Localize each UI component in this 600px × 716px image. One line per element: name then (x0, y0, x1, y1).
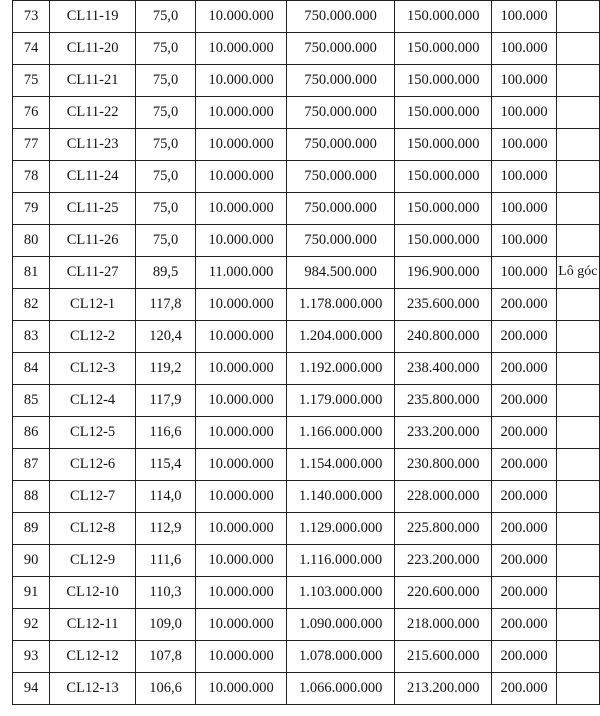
table-row (13, 193, 600, 225)
deposit-cell: 228.000.000 (395, 481, 492, 513)
deposit-cell: 150.000.000 (395, 1, 492, 33)
unit-price-cell: 10.000.000 (196, 321, 287, 353)
area-cell: 75,0 (136, 97, 196, 129)
fee-cell: 200.000 (492, 577, 556, 609)
deposit-cell: 235.800.000 (395, 385, 492, 417)
fee-cell: 200.000 (492, 321, 556, 353)
row-number-cell: 91 (13, 577, 50, 609)
fee-cell: 100.000 (492, 1, 556, 33)
table-row (13, 321, 600, 353)
lot-code-cell: CL11-21 (50, 65, 136, 97)
table-row (13, 1, 600, 33)
row-number-cell: 92 (13, 609, 50, 641)
unit-price-cell: 10.000.000 (196, 513, 287, 545)
area-cell: 115,4 (136, 449, 196, 481)
lot-code-cell: CL12-12 (50, 641, 136, 673)
deposit-cell: 223.200.000 (395, 545, 492, 577)
lot-code-cell: CL12-3 (50, 353, 136, 385)
deposit-cell: 230.800.000 (395, 449, 492, 481)
deposit-cell: 213.200.000 (395, 673, 492, 705)
fee-cell: 200.000 (492, 673, 556, 705)
total-price-cell: 750.000.000 (287, 97, 395, 129)
row-number-cell: 80 (13, 225, 50, 257)
lot-price-table (12, 0, 600, 705)
fee-cell: 200.000 (492, 481, 556, 513)
area-cell: 75,0 (136, 65, 196, 97)
area-cell: 116,6 (136, 417, 196, 449)
note-cell (556, 385, 599, 417)
area-cell: 75,0 (136, 1, 196, 33)
total-price-cell: 750.000.000 (287, 65, 395, 97)
note-cell (556, 577, 599, 609)
lot-code-cell: CL12-2 (50, 321, 136, 353)
row-number-cell: 74 (13, 33, 50, 65)
table-row (13, 577, 600, 609)
fee-cell: 100.000 (492, 97, 556, 129)
fee-cell: 200.000 (492, 353, 556, 385)
note-cell (556, 545, 599, 577)
fee-cell: 100.000 (492, 161, 556, 193)
area-cell: 112,9 (136, 513, 196, 545)
total-price-cell: 750.000.000 (287, 1, 395, 33)
row-number-cell: 86 (13, 417, 50, 449)
total-price-cell: 1.129.000.000 (287, 513, 395, 545)
total-price-cell: 750.000.000 (287, 33, 395, 65)
unit-price-cell: 10.000.000 (196, 673, 287, 705)
area-cell: 107,8 (136, 641, 196, 673)
lot-code-cell: CL12-8 (50, 513, 136, 545)
deposit-cell: 218.000.000 (395, 609, 492, 641)
fee-cell: 200.000 (492, 641, 556, 673)
unit-price-cell: 10.000.000 (196, 65, 287, 97)
lot-code-cell: CL12-11 (50, 609, 136, 641)
area-cell: 75,0 (136, 225, 196, 257)
table-row (13, 609, 600, 641)
deposit-cell: 150.000.000 (395, 193, 492, 225)
table-row (13, 289, 600, 321)
note-cell (556, 1, 599, 33)
lot-code-cell: CL12-6 (50, 449, 136, 481)
area-cell: 120,4 (136, 321, 196, 353)
note-cell (556, 289, 599, 321)
table-row (13, 449, 600, 481)
deposit-cell: 240.800.000 (395, 321, 492, 353)
note-cell (556, 417, 599, 449)
total-price-cell: 1.166.000.000 (287, 417, 395, 449)
area-cell: 119,2 (136, 353, 196, 385)
deposit-cell: 150.000.000 (395, 161, 492, 193)
total-price-cell: 1.116.000.000 (287, 545, 395, 577)
total-price-cell: 984.500.000 (287, 257, 395, 289)
lot-price-table-container (12, 0, 600, 705)
lot-code-cell: CL11-23 (50, 129, 136, 161)
total-price-cell: 750.000.000 (287, 193, 395, 225)
table-row (13, 225, 600, 257)
table-row (13, 65, 600, 97)
total-price-cell: 1.178.000.000 (287, 289, 395, 321)
total-price-cell: 1.140.000.000 (287, 481, 395, 513)
lot-code-cell: CL12-10 (50, 577, 136, 609)
lot-code-cell: CL12-13 (50, 673, 136, 705)
note-cell (556, 65, 599, 97)
row-number-cell: 76 (13, 97, 50, 129)
fee-cell: 200.000 (492, 449, 556, 481)
total-price-cell: 1.192.000.000 (287, 353, 395, 385)
fee-cell: 100.000 (492, 129, 556, 161)
table-row (13, 353, 600, 385)
lot-code-cell: CL12-9 (50, 545, 136, 577)
unit-price-cell: 10.000.000 (196, 225, 287, 257)
area-cell: 111,6 (136, 545, 196, 577)
lot-code-cell: CL11-20 (50, 33, 136, 65)
note-cell (556, 641, 599, 673)
unit-price-cell: 10.000.000 (196, 193, 287, 225)
unit-price-cell: 10.000.000 (196, 1, 287, 33)
row-number-cell: 83 (13, 321, 50, 353)
table-row (13, 481, 600, 513)
area-cell: 114,0 (136, 481, 196, 513)
table-row (13, 161, 600, 193)
row-number-cell: 89 (13, 513, 50, 545)
unit-price-cell: 10.000.000 (196, 33, 287, 65)
unit-price-cell: 10.000.000 (196, 481, 287, 513)
area-cell: 89,5 (136, 257, 196, 289)
unit-price-cell: 10.000.000 (196, 545, 287, 577)
note-cell (556, 193, 599, 225)
row-number-cell: 79 (13, 193, 50, 225)
note-cell (556, 353, 599, 385)
fee-cell: 200.000 (492, 417, 556, 449)
unit-price-cell: 10.000.000 (196, 129, 287, 161)
deposit-cell: 220.600.000 (395, 577, 492, 609)
note-cell: Lô góc (556, 257, 599, 289)
row-number-cell: 87 (13, 449, 50, 481)
unit-price-cell: 10.000.000 (196, 449, 287, 481)
deposit-cell: 150.000.000 (395, 97, 492, 129)
table-row (13, 417, 600, 449)
unit-price-cell: 10.000.000 (196, 353, 287, 385)
lot-code-cell: CL11-22 (50, 97, 136, 129)
total-price-cell: 750.000.000 (287, 225, 395, 257)
fee-cell: 200.000 (492, 545, 556, 577)
unit-price-cell: 10.000.000 (196, 161, 287, 193)
table-body (13, 1, 600, 705)
unit-price-cell: 10.000.000 (196, 97, 287, 129)
note-cell (556, 129, 599, 161)
note-cell (556, 225, 599, 257)
row-number-cell: 94 (13, 673, 50, 705)
total-price-cell: 1.103.000.000 (287, 577, 395, 609)
table-row (13, 257, 600, 289)
lot-code-cell: CL11-24 (50, 161, 136, 193)
total-price-cell: 750.000.000 (287, 129, 395, 161)
table-row (13, 641, 600, 673)
total-price-cell: 1.090.000.000 (287, 609, 395, 641)
fee-cell: 100.000 (492, 193, 556, 225)
area-cell: 109,0 (136, 609, 196, 641)
deposit-cell: 238.400.000 (395, 353, 492, 385)
deposit-cell: 150.000.000 (395, 129, 492, 161)
table-row (13, 385, 600, 417)
row-number-cell: 84 (13, 353, 50, 385)
total-price-cell: 1.154.000.000 (287, 449, 395, 481)
note-cell (556, 449, 599, 481)
fee-cell: 100.000 (492, 33, 556, 65)
table-row (13, 673, 600, 705)
deposit-cell: 150.000.000 (395, 33, 492, 65)
note-cell (556, 33, 599, 65)
unit-price-cell: 10.000.000 (196, 577, 287, 609)
deposit-cell: 235.600.000 (395, 289, 492, 321)
area-cell: 117,8 (136, 289, 196, 321)
unit-price-cell: 10.000.000 (196, 641, 287, 673)
row-number-cell: 78 (13, 161, 50, 193)
lot-code-cell: CL12-5 (50, 417, 136, 449)
unit-price-cell: 10.000.000 (196, 609, 287, 641)
area-cell: 75,0 (136, 193, 196, 225)
fee-cell: 200.000 (492, 385, 556, 417)
deposit-cell: 215.600.000 (395, 641, 492, 673)
note-cell (556, 673, 599, 705)
total-price-cell: 1.066.000.000 (287, 673, 395, 705)
lot-code-cell: CL11-27 (50, 257, 136, 289)
row-number-cell: 77 (13, 129, 50, 161)
total-price-cell: 1.078.000.000 (287, 641, 395, 673)
area-cell: 110,3 (136, 577, 196, 609)
table-row (13, 545, 600, 577)
lot-code-cell: CL12-1 (50, 289, 136, 321)
deposit-cell: 233.200.000 (395, 417, 492, 449)
table-row (13, 33, 600, 65)
row-number-cell: 81 (13, 257, 50, 289)
fee-cell: 100.000 (492, 65, 556, 97)
lot-code-cell: CL11-25 (50, 193, 136, 225)
deposit-cell: 225.800.000 (395, 513, 492, 545)
note-cell (556, 97, 599, 129)
lot-code-cell: CL12-7 (50, 481, 136, 513)
row-number-cell: 93 (13, 641, 50, 673)
unit-price-cell: 10.000.000 (196, 417, 287, 449)
note-cell (556, 321, 599, 353)
deposit-cell: 150.000.000 (395, 225, 492, 257)
unit-price-cell: 10.000.000 (196, 289, 287, 321)
area-cell: 75,0 (136, 161, 196, 193)
fee-cell: 200.000 (492, 289, 556, 321)
fee-cell: 100.000 (492, 225, 556, 257)
total-price-cell: 1.179.000.000 (287, 385, 395, 417)
total-price-cell: 1.204.000.000 (287, 321, 395, 353)
row-number-cell: 88 (13, 481, 50, 513)
table-row (13, 97, 600, 129)
fee-cell: 100.000 (492, 257, 556, 289)
area-cell: 117,9 (136, 385, 196, 417)
fee-cell: 200.000 (492, 609, 556, 641)
deposit-cell: 150.000.000 (395, 65, 492, 97)
row-number-cell: 90 (13, 545, 50, 577)
area-cell: 75,0 (136, 129, 196, 161)
note-cell (556, 609, 599, 641)
row-number-cell: 75 (13, 65, 50, 97)
note-cell (556, 161, 599, 193)
lot-code-cell: CL12-4 (50, 385, 136, 417)
table-row (13, 129, 600, 161)
deposit-cell: 196.900.000 (395, 257, 492, 289)
table-row (13, 513, 600, 545)
note-cell (556, 481, 599, 513)
unit-price-cell: 10.000.000 (196, 385, 287, 417)
area-cell: 75,0 (136, 33, 196, 65)
lot-code-cell: CL11-26 (50, 225, 136, 257)
row-number-cell: 85 (13, 385, 50, 417)
total-price-cell: 750.000.000 (287, 161, 395, 193)
fee-cell: 200.000 (492, 513, 556, 545)
row-number-cell: 82 (13, 289, 50, 321)
unit-price-cell: 11.000.000 (196, 257, 287, 289)
area-cell: 106,6 (136, 673, 196, 705)
note-cell (556, 513, 599, 545)
row-number-cell: 73 (13, 1, 50, 33)
lot-code-cell: CL11-19 (50, 1, 136, 33)
